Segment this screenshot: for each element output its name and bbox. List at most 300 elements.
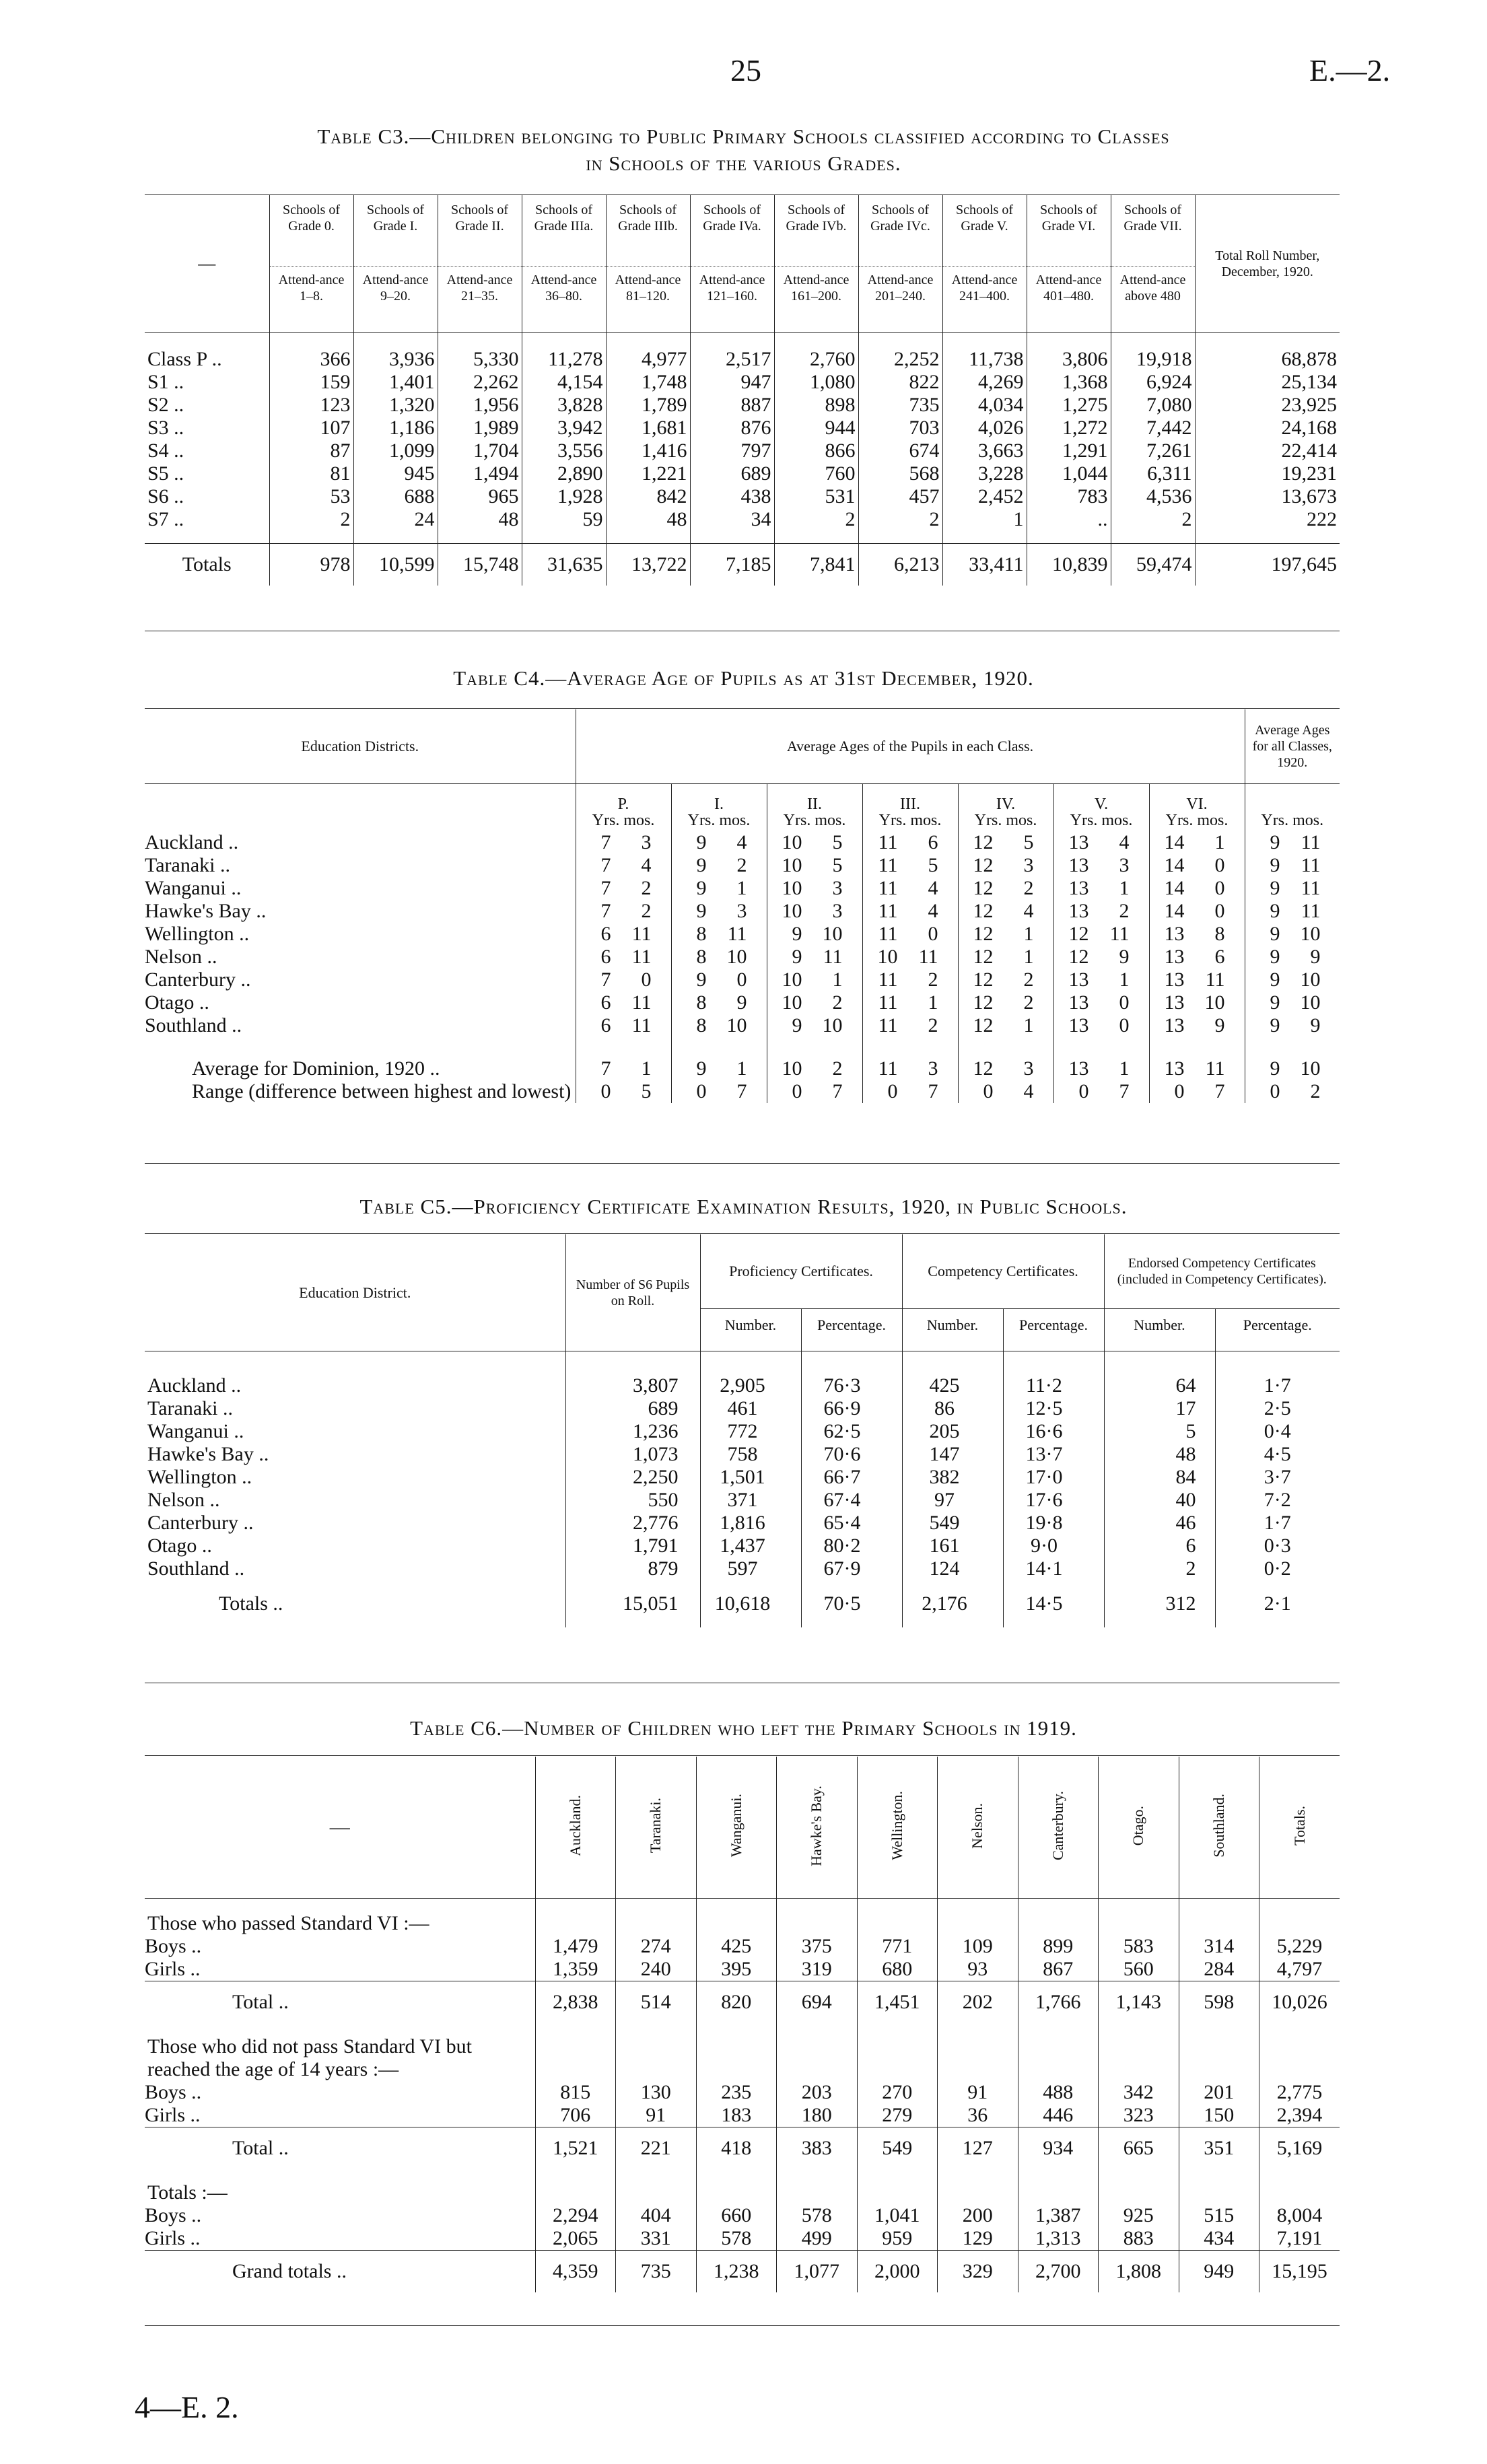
row-label: Total ..	[145, 1981, 535, 2024]
table-cell	[862, 829, 958, 854]
section-label: Those who did not pass Standard VI but reached the age of 14 years :—	[147, 2035, 472, 2080]
table-cell: 25,134	[1195, 371, 1340, 394]
table-cell	[777, 2023, 858, 2081]
header-row	[145, 1757, 1340, 1899]
table-cell: 14·1	[1003, 1557, 1104, 1580]
table-c3	[145, 195, 1340, 586]
column-subheader: Attend-ance 21–35.	[438, 267, 522, 333]
table-cell: 3,942	[522, 417, 606, 439]
table-cell: 822	[858, 371, 942, 394]
column-header	[616, 1757, 697, 1899]
table-cell: 24	[353, 508, 438, 544]
table-cell: 93	[938, 1958, 1018, 1981]
months-value: 4	[1023, 1080, 1034, 1102]
table-cell: 1,956	[438, 394, 522, 417]
table-cell: 899	[1018, 1935, 1099, 1958]
c6-title: Table C6.—Number of Children who left the Primary Schools in 1919.	[410, 1716, 1077, 1740]
years-value: 14	[1164, 877, 1185, 899]
years-value: 8	[696, 946, 707, 968]
unit-label: Yrs. mos.	[1070, 812, 1133, 829]
column-header	[696, 1757, 777, 1899]
months-value: 1	[736, 1057, 747, 1080]
table-cell: 706	[535, 2104, 616, 2127]
table-cell: 488	[1018, 2081, 1099, 2104]
table-cell	[958, 923, 1053, 946]
table-row	[145, 1351, 1340, 1398]
table-cell: 1,816	[700, 1512, 801, 1535]
table-cell: 150	[1179, 2104, 1259, 2127]
table-cell	[1149, 1014, 1245, 1037]
months-value: 7	[832, 1080, 843, 1102]
table-row	[145, 485, 1340, 508]
table-cell	[958, 900, 1053, 923]
table-cell: 24,168	[1195, 417, 1340, 439]
months-value: 8	[1214, 923, 1225, 945]
column-subheader: Percentage.	[801, 1309, 902, 1351]
table-cell: 568	[858, 462, 942, 485]
table-cell: 319	[777, 1958, 858, 1981]
months-value: 10	[1204, 991, 1225, 1014]
row-label: Hawke's Bay ..	[147, 1443, 269, 1465]
table-cell: 1,073	[565, 1443, 700, 1466]
table-cell: 3,228	[942, 462, 1027, 485]
table-cell: 438	[690, 485, 774, 508]
table-row	[145, 877, 1340, 900]
header-row	[145, 784, 1340, 829]
column-header	[767, 784, 862, 829]
column-header: Schools of Grade V.	[942, 195, 1027, 267]
column-header: Schools of Grade VII.	[1111, 195, 1195, 267]
table-cell: 7·2	[1215, 1489, 1340, 1512]
footer-signature: 4—E. 2.	[135, 2390, 239, 2424]
table-cell: 660	[696, 2204, 777, 2227]
months-value: 4	[736, 831, 747, 853]
section-header-row	[145, 2023, 1340, 2081]
table-cell	[576, 829, 671, 854]
column-subheader: Percentage.	[1215, 1309, 1340, 1351]
table-cell: 978	[269, 544, 353, 586]
row-label: Boys ..	[145, 2204, 202, 2226]
table-cell: 22,414	[1195, 439, 1340, 462]
row-label: Southland ..	[147, 1557, 245, 1580]
table-cell	[1149, 1037, 1245, 1080]
years-value: 8	[696, 923, 707, 945]
table-cell	[535, 1899, 616, 1936]
months-value: 3	[641, 831, 652, 853]
unit-label: Yrs. mos.	[878, 812, 942, 829]
header-row	[145, 195, 1340, 267]
table-cell: 2,065	[535, 2227, 616, 2251]
table-cell: 80·2	[801, 1535, 902, 1557]
header-row	[145, 1234, 1340, 1309]
table-cell: 1,416	[606, 439, 690, 462]
row-label: Range (difference between highest and lowest)	[192, 1080, 572, 1102]
table-row	[145, 1557, 1340, 1580]
class-label: P.	[617, 796, 629, 813]
table-cell: 560	[1099, 1958, 1179, 1981]
years-value: 7	[600, 969, 611, 991]
table-cell: 4,536	[1111, 485, 1195, 508]
months-value: 10	[1300, 991, 1321, 1014]
table-cell: 97	[902, 1489, 1003, 1512]
table-cell: 3,807	[565, 1351, 700, 1398]
table-row	[145, 829, 1340, 854]
years-value: 7	[600, 1057, 611, 1080]
years-value: 14	[1164, 854, 1185, 876]
table-cell: 10,026	[1259, 1981, 1340, 2024]
table-cell	[1099, 2023, 1179, 2081]
table-cell	[1245, 854, 1340, 877]
months-value: 10	[1300, 923, 1321, 945]
table-cell	[1259, 2023, 1340, 2081]
class-label: I.	[714, 796, 724, 813]
table-cell: 1·7	[1215, 1351, 1340, 1398]
column-header: Schools of Grade 0.	[269, 195, 353, 267]
table-cell	[1149, 946, 1245, 969]
table-cell: 867	[1018, 1958, 1099, 1981]
table-cell: 2,262	[438, 371, 522, 394]
district-header: Otago.	[1130, 1805, 1147, 1846]
table-cell	[1179, 2023, 1259, 2081]
table-cell	[1099, 2169, 1179, 2204]
table-cell: 883	[1099, 2227, 1179, 2251]
table-cell	[1149, 877, 1245, 900]
months-value: 11	[631, 1014, 652, 1036]
months-value: 0	[1214, 877, 1225, 899]
table-cell	[777, 2169, 858, 2204]
district-header: Totals.	[1290, 1806, 1308, 1845]
table-row	[145, 2204, 1340, 2227]
years-value: 0	[792, 1080, 802, 1102]
unit-label: Yrs. mos.	[974, 812, 1037, 829]
table-cell: 161	[902, 1535, 1003, 1557]
table-row	[145, 417, 1340, 439]
column-header	[938, 1757, 1018, 1899]
table-cell: 760	[774, 462, 858, 485]
years-value: 9	[1270, 1014, 1280, 1036]
table-cell: 0·2	[1215, 1557, 1340, 1580]
table-cell	[671, 900, 767, 923]
years-value: 9	[1270, 969, 1280, 991]
table-cell: 1,236	[565, 1420, 700, 1443]
years-value: 11	[878, 923, 898, 945]
table-cell: 3,828	[522, 394, 606, 417]
table-cell	[1179, 2169, 1259, 2204]
years-value: 10	[877, 946, 898, 968]
table-row	[145, 333, 1340, 372]
row-label: S7 ..	[147, 508, 184, 530]
column-header	[777, 1757, 858, 1899]
table-cell: 109	[938, 1935, 1018, 1958]
row-label: Auckland ..	[145, 1351, 565, 1398]
months-value: 2	[1119, 900, 1130, 922]
unit-label: Yrs. mos.	[783, 812, 846, 829]
table-cell: 62·5	[801, 1420, 902, 1443]
table-cell: 202	[938, 1981, 1018, 2024]
table-cell	[671, 946, 767, 969]
months-value: 0	[1119, 991, 1130, 1014]
years-value: 9	[1270, 900, 1280, 922]
table-cell	[1053, 946, 1149, 969]
table-cell: 107	[269, 417, 353, 439]
months-value: 1	[1023, 1014, 1034, 1036]
table-cell	[671, 854, 767, 877]
column-subheader: Attend-ance 121–160.	[690, 267, 774, 333]
table-cell: 689	[565, 1397, 700, 1420]
column-subheader: Percentage.	[1003, 1309, 1104, 1351]
table-cell: 14·5	[1003, 1580, 1104, 1627]
table-cell: 4,154	[522, 371, 606, 394]
table-cell	[857, 2169, 938, 2204]
table-cell	[862, 877, 958, 900]
years-value: 9	[696, 969, 707, 991]
table-cell: 274	[616, 1935, 697, 1958]
class-label: VI.	[1186, 796, 1208, 813]
months-value: 11	[1205, 1057, 1225, 1080]
section-label: Totals :—	[147, 2181, 228, 2204]
table-cell: 36	[938, 2104, 1018, 2127]
years-value: 11	[878, 991, 898, 1014]
table-cell: 67·4	[801, 1489, 902, 1512]
years-value: 9	[792, 946, 802, 968]
table-cell	[777, 1899, 858, 1936]
months-value: 5	[832, 831, 843, 853]
row-label: Canterbury ..	[145, 969, 251, 991]
column-header: Schools of Grade IVa.	[690, 195, 774, 267]
months-value: 4	[1023, 900, 1034, 922]
months-value: 4	[928, 900, 938, 922]
table-cell	[1149, 829, 1245, 854]
table-cell	[1245, 991, 1340, 1014]
table-cell: 4,977	[606, 333, 690, 372]
table-cell: 4,359	[535, 2251, 616, 2293]
totals-row	[145, 1580, 1340, 1627]
table-cell	[767, 1037, 862, 1080]
months-value: 11	[823, 946, 843, 968]
months-value: 0	[928, 923, 938, 945]
table-cell: 351	[1179, 2127, 1259, 2170]
table-cell: 783	[1027, 485, 1111, 508]
table-cell	[1245, 946, 1340, 969]
column-header: Schools of Grade VI.	[1027, 195, 1111, 267]
table-cell: 6	[1104, 1535, 1215, 1557]
months-value: 0	[1214, 900, 1225, 922]
years-value: 12	[973, 900, 994, 922]
table-cell	[958, 969, 1053, 991]
table-cell: 1,494	[438, 462, 522, 485]
row-label: S5 ..	[147, 462, 184, 485]
years-value: 12	[973, 991, 994, 1014]
table-cell: 898	[774, 394, 858, 417]
table-cell: 5	[1104, 1420, 1215, 1443]
table-cell: 1,437	[700, 1535, 801, 1557]
district-header: Nelson.	[969, 1802, 986, 1849]
column-header	[576, 784, 671, 829]
years-value: 12	[973, 969, 994, 991]
table-row	[145, 2227, 1340, 2251]
months-value: 2	[928, 969, 938, 991]
table-cell: 549	[902, 1512, 1003, 1535]
table-cell: 1,401	[353, 371, 438, 394]
column-header	[862, 784, 958, 829]
table-cell: 457	[858, 485, 942, 508]
table-cell	[671, 877, 767, 900]
column-header: Education Districts.	[145, 709, 576, 784]
table-cell: 1,359	[535, 1958, 616, 1981]
years-value: 9	[696, 877, 707, 899]
table-cell	[1259, 1899, 1340, 1936]
table-cell	[1245, 900, 1340, 923]
table-cell: 425	[696, 1935, 777, 1958]
table-cell: 197,645	[1195, 544, 1340, 586]
table-cell	[862, 1014, 958, 1037]
table-cell	[696, 2023, 777, 2081]
table-row	[145, 1958, 1340, 1981]
table-cell: 7,191	[1259, 2227, 1340, 2251]
table-cell	[1018, 2169, 1099, 2204]
years-value: 10	[782, 991, 802, 1014]
table-cell: 1,681	[606, 417, 690, 439]
table-cell: 688	[353, 485, 438, 508]
years-value: 7	[600, 900, 611, 922]
months-value: 4	[928, 877, 938, 899]
table-cell: 329	[938, 2251, 1018, 2293]
months-value: 10	[822, 1014, 843, 1036]
row-label: Totals ..	[219, 1592, 283, 1615]
row-label: Girls ..	[145, 1958, 201, 1980]
table-cell: 1,077	[777, 2251, 858, 2293]
months-value: 3	[832, 900, 843, 922]
table-cell	[958, 1037, 1053, 1080]
row-label: Totals	[145, 544, 269, 586]
months-value: 11	[1109, 923, 1130, 945]
table-row	[145, 946, 1340, 969]
table-cell: 578	[777, 2204, 858, 2227]
table-cell: 1,272	[1027, 417, 1111, 439]
months-value: 11	[727, 923, 747, 945]
years-value: 6	[600, 946, 611, 968]
section-header-row	[145, 2169, 1340, 2204]
years-value: 13	[1068, 1057, 1089, 1080]
row-label: Boys ..	[145, 1935, 202, 1957]
table-cell	[857, 2023, 938, 2081]
table-cell	[1149, 969, 1245, 991]
table-cell	[1053, 991, 1149, 1014]
table-cell: 59,474	[1111, 544, 1195, 586]
months-value: 5	[641, 1080, 652, 1102]
years-value: 12	[973, 1014, 994, 1036]
table-cell: 2,176	[902, 1580, 1003, 1627]
months-value: 10	[822, 923, 843, 945]
table-cell	[671, 1037, 767, 1080]
table-cell	[767, 854, 862, 877]
years-value: 7	[600, 877, 611, 899]
years-value: 0	[983, 1080, 994, 1102]
months-value: 2	[1310, 1080, 1321, 1102]
table-cell: 945	[353, 462, 438, 485]
column-subheader: Attend-ance 201–240.	[858, 267, 942, 333]
table-cell: 284	[1179, 1958, 1259, 1981]
c3-title: Table C3.—Children belonging to Public Primary Schools classified according to Classes	[317, 125, 1170, 148]
column-header	[1053, 784, 1149, 829]
years-value: 13	[1164, 1057, 1185, 1080]
table-cell: 1,808	[1099, 2251, 1179, 2293]
table-cell: 180	[777, 2104, 858, 2127]
table-cell: 1,143	[1099, 1981, 1179, 2024]
header-row	[145, 709, 1340, 784]
section-label: Those who passed Standard VI :—	[147, 1912, 429, 1934]
table-cell: 34	[690, 508, 774, 544]
table-cell: 1·7	[1215, 1512, 1340, 1535]
table-cell: 65·4	[801, 1512, 902, 1535]
table-cell: 434	[1179, 2227, 1259, 2251]
table-row	[145, 1466, 1340, 1489]
table-cell	[1053, 923, 1149, 946]
table-cell: 2,775	[1259, 2081, 1340, 2104]
table-cell: 689	[690, 462, 774, 485]
years-value: 12	[973, 946, 994, 968]
table-cell: 81	[269, 462, 353, 485]
row-label: Taranaki ..	[147, 1397, 234, 1419]
table-cell	[1053, 1080, 1149, 1103]
table-cell: 1,989	[438, 417, 522, 439]
column-subheader: Attend-ance 9–20.	[353, 267, 438, 333]
table-cell	[696, 2169, 777, 2204]
table-cell: 0·3	[1215, 1535, 1340, 1557]
months-value: 1	[1119, 877, 1130, 899]
table-cell: 323	[1099, 2104, 1179, 2127]
table-cell: 2,776	[565, 1512, 700, 1535]
table-row	[145, 1512, 1340, 1535]
table-cell: 5,169	[1259, 2127, 1340, 2170]
table-cell	[1053, 900, 1149, 923]
years-value: 14	[1164, 831, 1185, 853]
table-cell: 461	[700, 1397, 801, 1420]
table-cell: 201	[1179, 2081, 1259, 2104]
table-cell: 1,521	[535, 2127, 616, 2170]
years-value: 10	[782, 969, 802, 991]
table-cell: 33,411	[942, 544, 1027, 586]
table-cell: 425	[902, 1351, 1003, 1398]
table-cell: 2	[1111, 508, 1195, 544]
months-value: 11	[631, 946, 652, 968]
row-label: Hawke's Bay ..	[145, 900, 267, 922]
table-cell	[938, 2023, 1018, 2081]
table-cell	[1245, 829, 1340, 854]
table-cell: 947	[690, 371, 774, 394]
table-cell: 735	[858, 394, 942, 417]
table-cell: 130	[616, 2081, 697, 2104]
table-cell	[862, 1037, 958, 1080]
district-header: Hawke's Bay.	[808, 1785, 825, 1866]
table-cell: 1,186	[353, 417, 438, 439]
table-cell	[767, 829, 862, 854]
months-value: 5	[928, 854, 938, 876]
table-cell: 1,275	[1027, 394, 1111, 417]
table-cell: 7,261	[1111, 439, 1195, 462]
months-value: 2	[641, 900, 652, 922]
table-cell	[1053, 969, 1149, 991]
table-c6	[145, 1757, 1340, 2292]
table-cell	[1149, 991, 1245, 1014]
row-label: Class P ..	[145, 333, 269, 372]
table-row	[145, 1935, 1340, 1958]
table-cell: 5,229	[1259, 1935, 1340, 1958]
years-value: 9	[1270, 854, 1280, 876]
years-value: 9	[1270, 923, 1280, 945]
years-value: 10	[782, 877, 802, 899]
years-value: 13	[1164, 991, 1185, 1014]
